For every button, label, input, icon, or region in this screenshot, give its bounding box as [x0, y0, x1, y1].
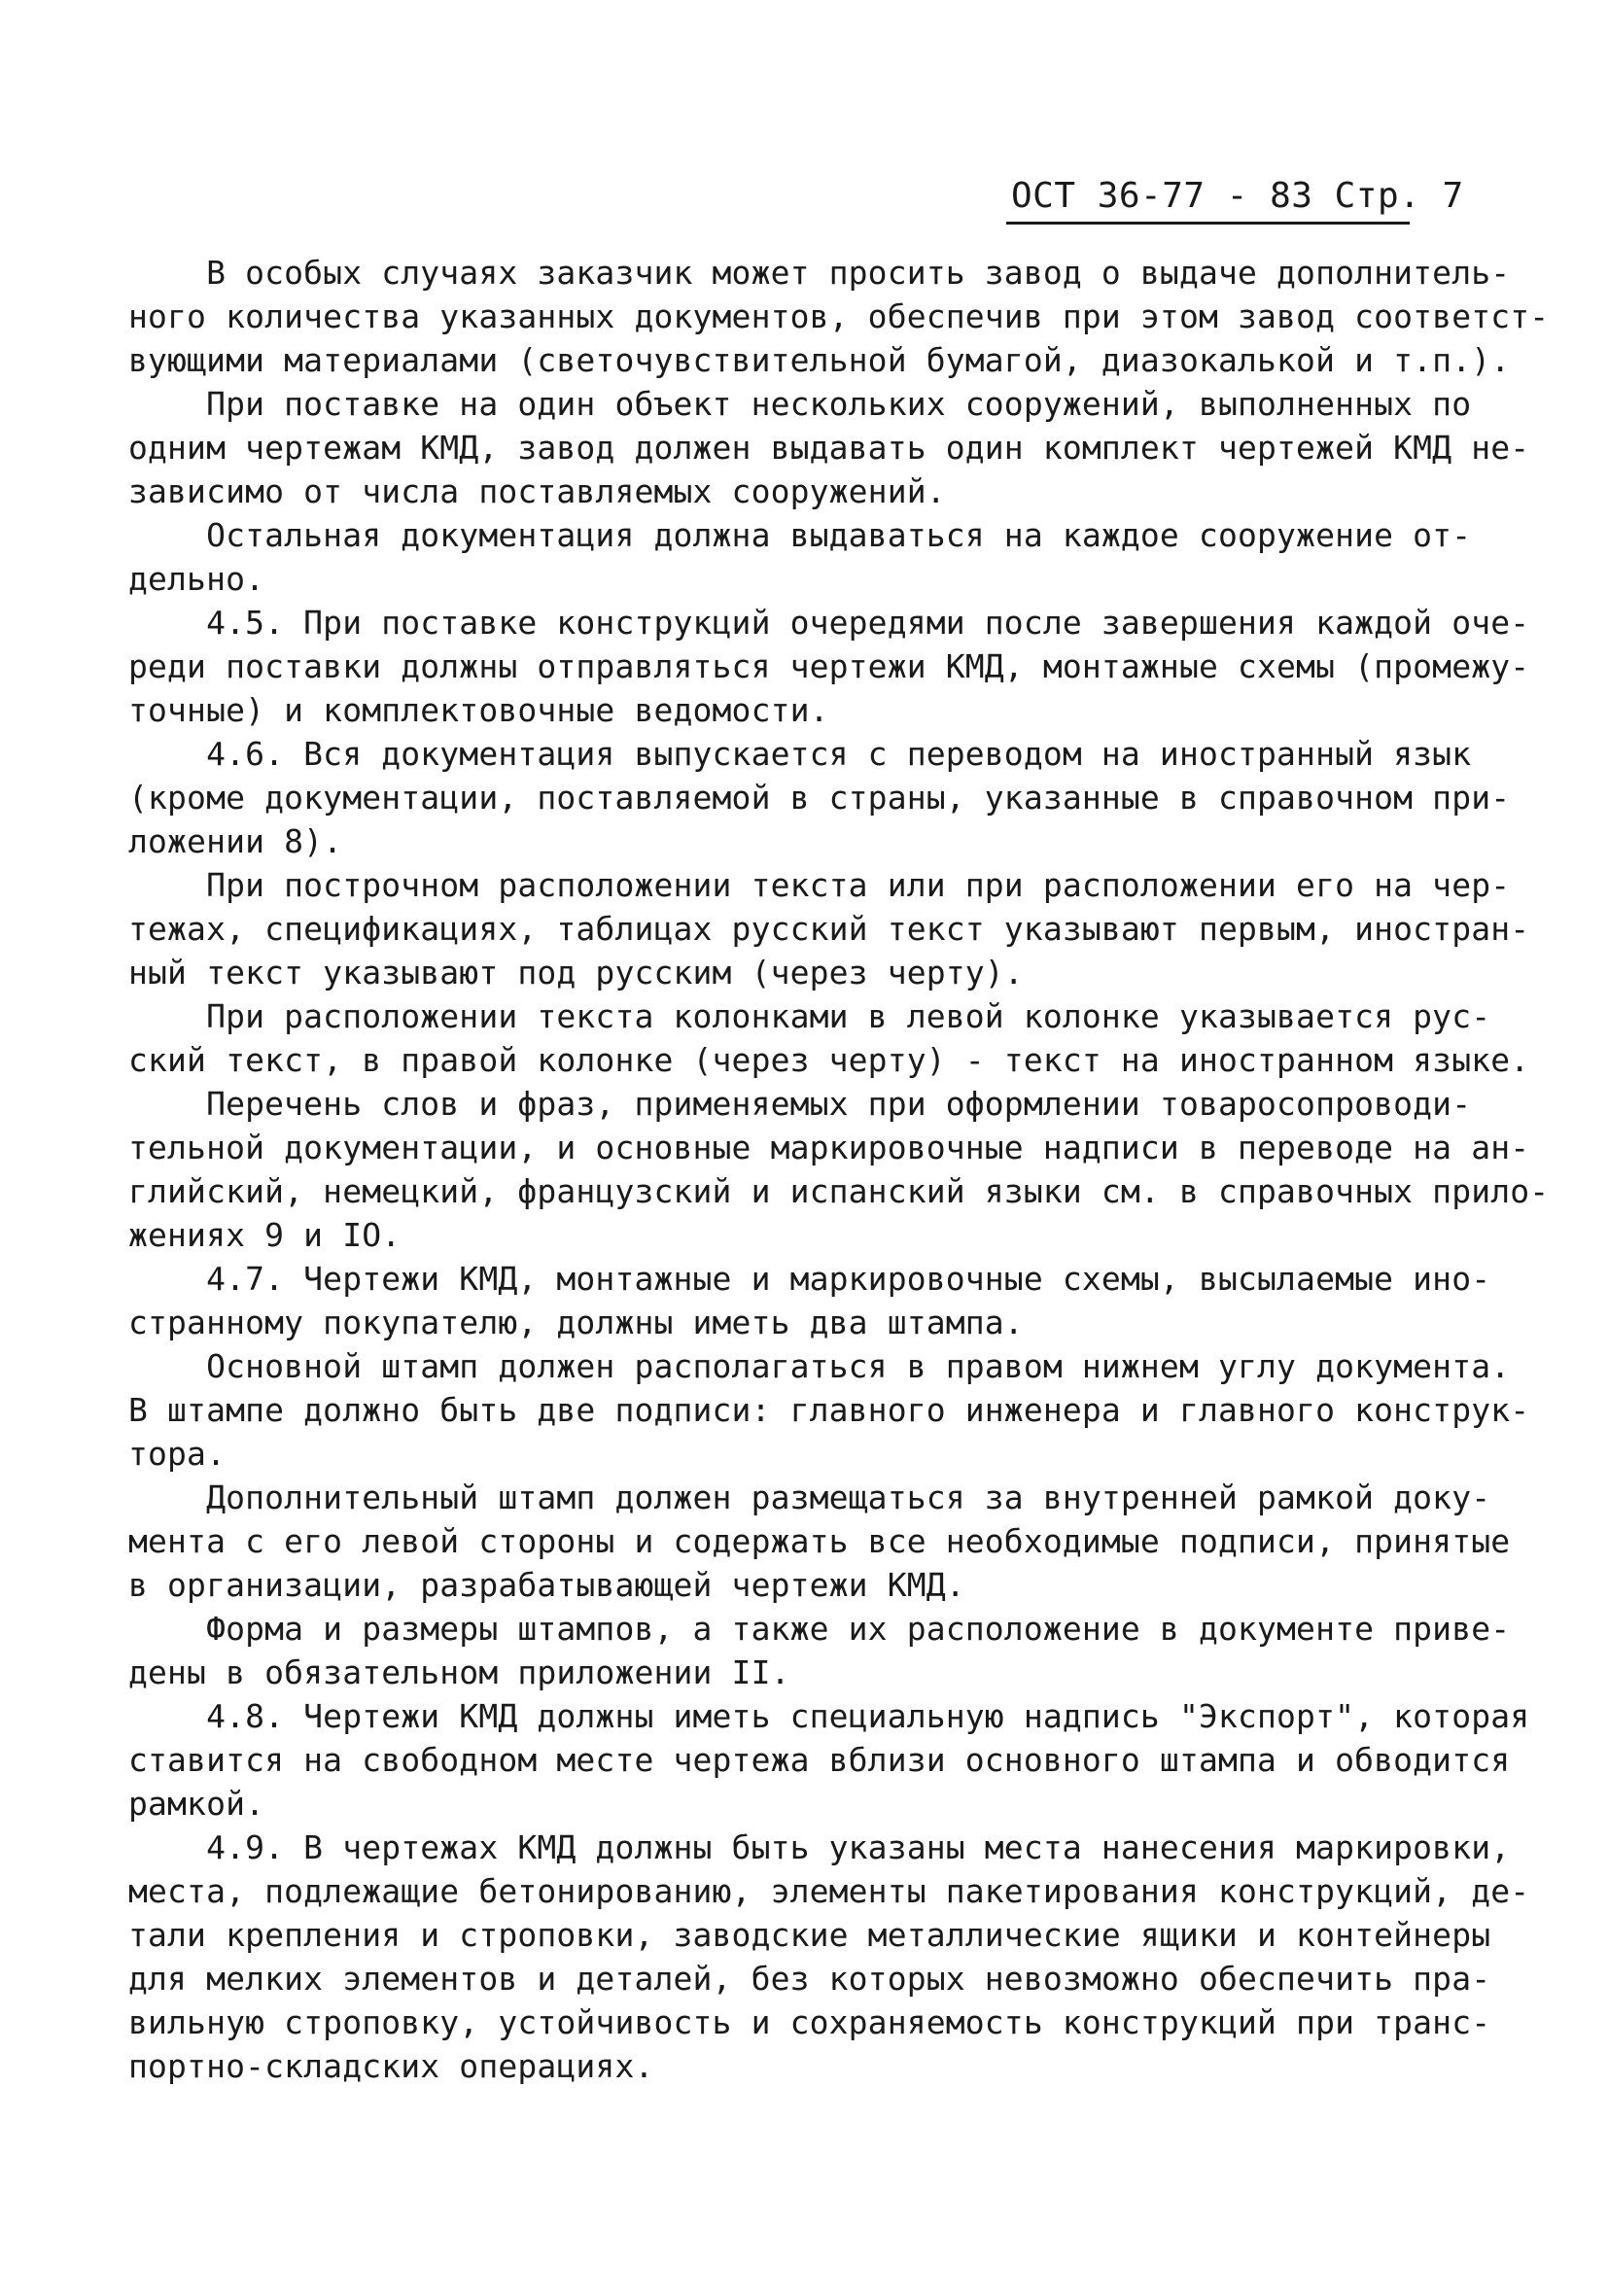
text-line: одним чертежам КМД, завод должен выдавать один комплект чертежей КМД не-	[128, 429, 1530, 467]
text-line: жениях 9 и IO.	[128, 1216, 402, 1254]
text-line: в организации, разрабатывающей чертежи КМД.	[128, 1566, 965, 1604]
text-line: Форма и размеры штампов, а также их расположение в документе приве-	[128, 1610, 1511, 1648]
text-line: 4.6. Вся документация выпускается с переводом на иностранный язык	[128, 735, 1472, 773]
text-line: зависимо от числа поставляемых сооружений.	[128, 472, 946, 510]
body-text	[128, 251, 1550, 2088]
text-line: ложении 8).	[128, 822, 343, 860]
text-line: 4.9. В чертежах КМД должны быть указаны места нанесения маркировки,	[128, 1828, 1511, 1866]
text-line: тельной документации, и основные маркировочные надписи в переводе на ан-	[128, 1129, 1530, 1166]
text-line: 4.5. При поставке конструкций очередями после завершения каждой оче-	[128, 604, 1530, 642]
text-line: ский текст, в правой колонке (через черту) - текст на иностранном языке.	[128, 1041, 1530, 1079]
text-line: дельно.	[128, 560, 265, 598]
text-line: Основной штамп должен располагаться в правом нижнем углу документа.	[128, 1347, 1511, 1385]
text-line: рамкой.	[128, 1785, 265, 1823]
text-line: В особых случаях заказчик может просить завод о выдаче дополнитель-	[128, 254, 1511, 292]
text-line: ный текст указывают под русским (через черту).	[128, 954, 1024, 991]
text-line: В штампе должно быть две подписи: главного инженера и главного конструк-	[128, 1391, 1530, 1429]
text-line: (кроме документации, поставляемой в страны, указанные в справочном при-	[128, 779, 1511, 817]
text-line: ставится на свободном месте чертежа вблизи основного штампа и обводится	[128, 1741, 1511, 1779]
text-line: Перечень слов и фраз, применяемых при оформлении товаросопроводи-	[128, 1085, 1472, 1123]
text-line: Остальная документация должна выдаваться на каждое сооружение от-	[128, 516, 1472, 554]
text-line: для мелких элементов и деталей, без которых невозможно обеспечить пра-	[128, 1960, 1491, 1998]
text-line: места, подлежащие бетонированию, элементы пакетирования конструкций, де-	[128, 1872, 1530, 1910]
text-line: дены в обязательном приложении II.	[128, 1653, 790, 1691]
text-line: 4.7. Чертежи КМД, монтажные и маркировочные схемы, высылаемые ино-	[128, 1260, 1491, 1298]
text-line: Дополнительный штамп должен размещаться за внутренней рамкой доку-	[128, 1478, 1491, 1516]
text-line: вильную строповку, устойчивость и сохраняемость конструкций при транс-	[128, 2003, 1491, 2041]
page-header: ОСТ 36-77 - 83 Стр. 7	[1011, 176, 1464, 216]
text-line: 4.8. Чертежи КМД должны иметь специальную надпись "Экспорт", которая	[128, 1697, 1530, 1735]
text-line: точные) и комплектовочные ведомости.	[128, 691, 829, 729]
text-line: реди поставки должны отправляться чертежи КМД, монтажные схемы (промежу-	[128, 647, 1530, 685]
text-line: При построчном расположении текста или при расположении его на чер-	[128, 866, 1511, 904]
text-line: тежах, спецификациях, таблицах русский текст указывают первым, иностран-	[128, 910, 1530, 948]
text-line: портно-складских операциях.	[128, 2047, 654, 2085]
text-line: мента с его левой стороны и содержать все необходимые подписи, принятые	[128, 1522, 1511, 1560]
text-line: глийский, немецкий, французский и испанский языки см. в справочных прило-	[128, 1172, 1550, 1210]
text-line: тали крепления и строповки, заводские металлические ящики и контейнеры	[128, 1916, 1491, 1954]
text-line: тора.	[128, 1435, 227, 1473]
header-underline	[1006, 222, 1410, 225]
text-line: При расположении текста колонками в левой колонке указывается рус-	[128, 997, 1491, 1035]
text-line: При поставке на один объект нескольких сооружений, выполненных по	[128, 385, 1472, 423]
text-line: вующими материалами (светочувствительной бумагой, диазокалькой и т.п.).	[128, 341, 1511, 379]
text-line: странному покупателю, должны иметь два штампа.	[128, 1304, 1024, 1341]
text-line: ного количества указанных документов, обеспечив при этом завод соответст-	[128, 297, 1550, 335]
